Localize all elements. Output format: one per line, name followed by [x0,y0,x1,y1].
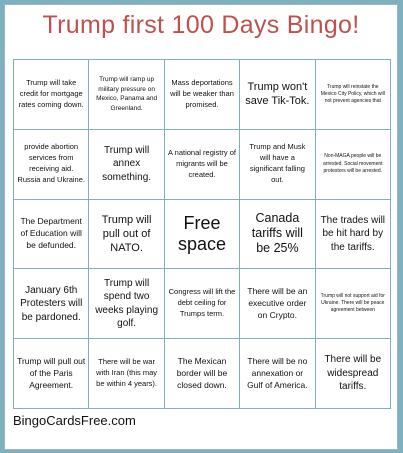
bingo-cell[interactable]: Trump and Musk will have a significant falling out. [240,130,315,200]
bingo-cell[interactable]: January 6th Protesters will be pardoned. [14,269,89,339]
bingo-cell[interactable]: Trump will annex something. [89,130,164,200]
bingo-cell[interactable]: Canada tariffs will be 25% [240,200,315,270]
bingo-cell[interactable]: Trump will reinstate the Mexico City Policy, which will not prevent agencies that [316,60,391,130]
bingo-cell[interactable]: Trump will spend two weeks playing golf. [89,269,164,339]
bingo-cell[interactable]: Trump will pull out of NATO. [89,200,164,270]
bingo-cell[interactable]: There will be widespread tariffs. [316,339,391,409]
bingo-cell[interactable]: Trump will not support aid for Ukraine. There will be peace agreement between [316,269,391,339]
bingo-cell[interactable]: A national registry of migrants will be created. [165,130,240,200]
card-title: Trump first 100 Days Bingo! [42,11,360,39]
bingo-cell[interactable]: There will be no annexation or Gulf of America. [240,339,315,409]
bingo-cell[interactable]: Trump will take credit for mortgage rates coming down. [14,60,89,130]
bingo-cell[interactable]: Trump won't save Tik-Tok. [240,60,315,130]
bingo-cell[interactable]: Trump will ramp up military pressure on Mexico, Panama and Greenland. [89,60,164,130]
free-space-cell[interactable]: Free space [165,200,240,270]
bingo-cell[interactable]: Trump will pull out of the Paris Agreement. [14,339,89,409]
bingo-cell[interactable]: The Department of Education will be defunded. [14,200,89,270]
bingo-grid [13,59,391,409]
bingo-cell[interactable]: The Mexican border will be closed down. [165,339,240,409]
bingo-cell[interactable]: Mass deportations will be weaker than promised. [165,60,240,130]
bingo-cell[interactable]: There will be war with Iran (this may be within 4 years). [89,339,164,409]
site-credit: BingoCardsFree.com [13,413,136,428]
bingo-card [4,4,398,450]
bingo-cell[interactable]: The trades will be hit hard by the tariffs. [316,200,391,270]
bingo-cell[interactable]: provide abortion services from receiving aid. Russia and Ukraine. [14,130,89,200]
bingo-cell[interactable]: There will be an executive order on Crypto. [240,269,315,339]
bingo-cell[interactable]: Non-MAGA people will be arrested. Social movement protestors will be arrested. [316,130,391,200]
bingo-cell[interactable]: Congress will lift the debt ceiling for Trumps term. [165,269,240,339]
